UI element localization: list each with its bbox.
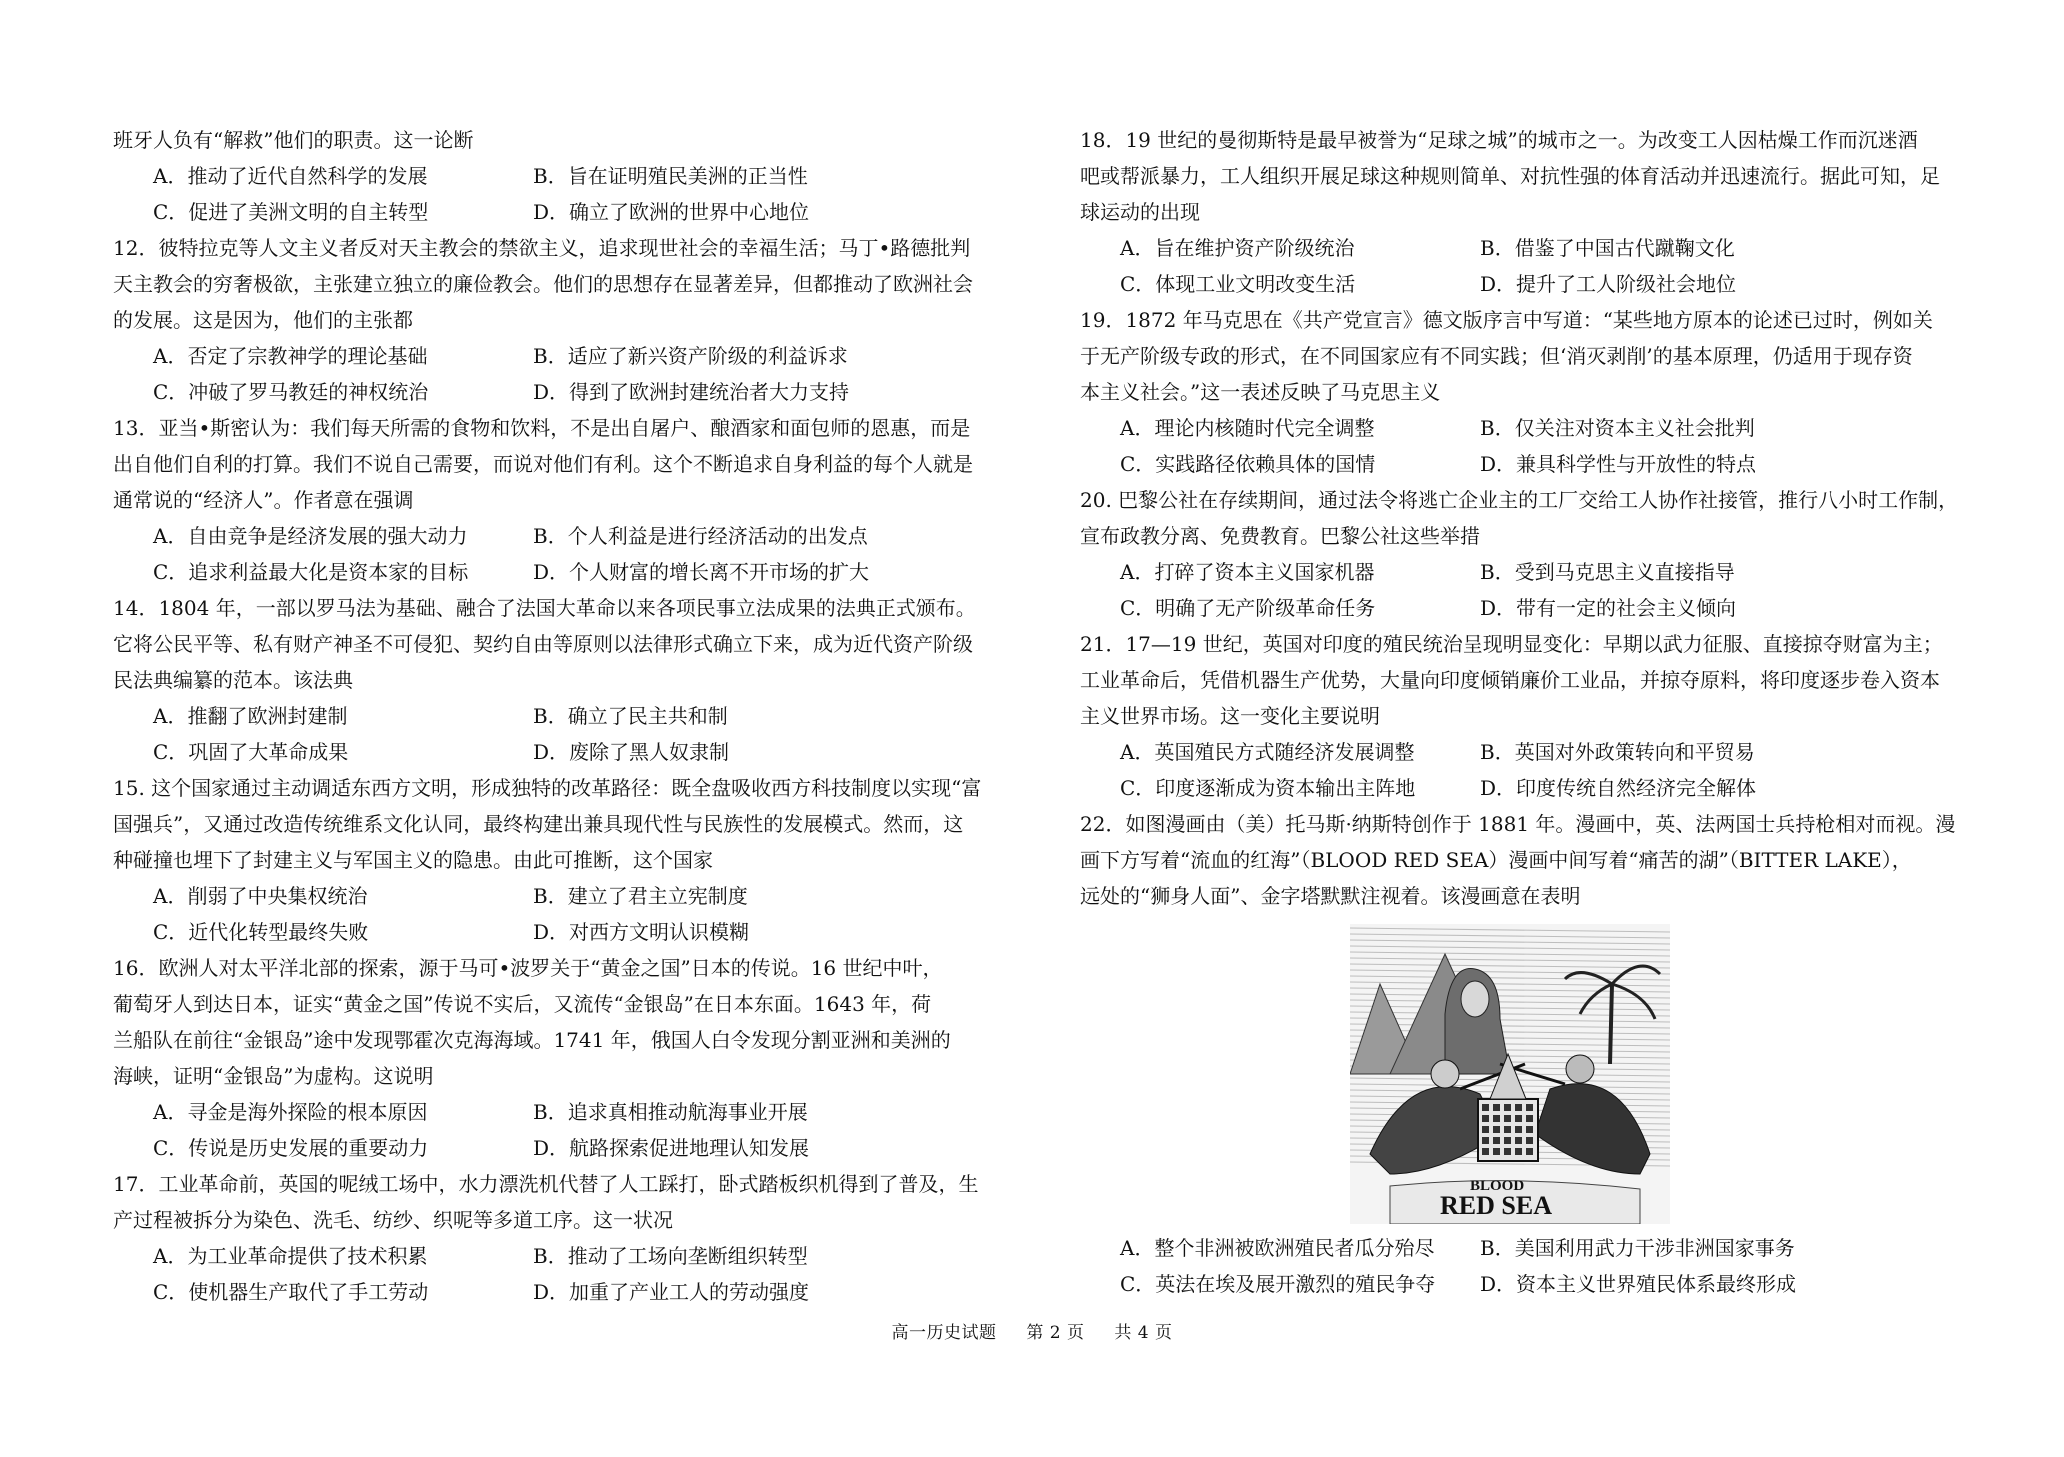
question — [113, 950, 1023, 1166]
question-stem-line: 远处的“狮身人面”、金字塔默默注视着。该漫画意在表明 — [1080, 884, 1581, 908]
answer-option: D．兼具科学性与开放性的特点 — [1480, 452, 1757, 476]
answer-option: B．仅关注对资本主义社会批判 — [1480, 416, 1755, 440]
answer-option: B．英国对外政策转向和平贸易 — [1480, 740, 1755, 764]
answer-option: B．追求真相推动航海事业开展 — [533, 1100, 808, 1124]
question — [113, 1166, 1023, 1310]
answer-option: A．为工业革命提供了技术积累 — [153, 1244, 428, 1268]
option-row — [113, 554, 1023, 590]
total-pages: 共 4 页 — [1114, 1323, 1173, 1343]
question-stem-line: 17．工业革命前，英国的呢绒工场中，水力漂洗机代替了人工踩打，卧式踏板织机得到了普及，生 — [113, 1172, 979, 1196]
question-stem-line: 产过程被拆分为染色、洗毛、纺纱、织呢等多道工序。这一状况 — [113, 1208, 673, 1232]
answer-option: A．否定了宗教神学的理论基础 — [153, 344, 428, 368]
answer-option: D．对西方文明认识模糊 — [533, 920, 750, 944]
option-row — [113, 194, 1023, 230]
option-row — [113, 878, 1023, 914]
option-row — [1080, 230, 1960, 266]
question-stem-line: 的发展。这是因为，他们的主张都 — [113, 308, 413, 332]
question — [113, 770, 1023, 950]
answer-option: D．资本主义世界殖民体系最终形成 — [1480, 1272, 1797, 1296]
question-stem-line: 画下方写着“流血的红海”（BLOOD RED SEA）漫画中间写着“痛苦的湖”（BITTER LAKE）， — [1080, 848, 1912, 872]
question-stem-line: 22．如图漫画由（美）托马斯·纳斯特创作于 1881 年。漫画中，英、法两国士兵持枪相对而视。漫 — [1080, 812, 1956, 836]
question-stem-line: 球运动的出现 — [1080, 200, 1200, 224]
right-column — [1080, 122, 1960, 1302]
option-row — [113, 698, 1023, 734]
option-row — [1080, 590, 1960, 626]
answer-option: A．推翻了欧洲封建制 — [153, 704, 348, 728]
question-stem-line: 21．17—19 世纪，英国对印度的殖民统治呈现明显变化：早期以武力征服、直接掠夺财富为主； — [1080, 632, 1943, 656]
answer-option: A．自由竞争是经济发展的强大动力 — [153, 524, 468, 548]
option-row — [1080, 410, 1960, 446]
question-stem-line: 15. 这个国家通过主动调适东西方文明，形成独特的改革路径：既全盘吸收西方科技制度以实现“富 — [113, 776, 982, 800]
answer-option: D．废除了黑人奴隶制 — [533, 740, 730, 764]
answer-option: C．明确了无产阶级革命任务 — [1120, 596, 1376, 620]
option-row — [1080, 734, 1960, 770]
question — [1080, 122, 1960, 302]
option-row — [113, 158, 1023, 194]
answer-option: D．得到了欧洲封建统治者大力支持 — [533, 380, 850, 404]
answer-option: B．旨在证明殖民美洲的正当性 — [533, 164, 808, 188]
answer-option: A．整个非洲被欧洲殖民者瓜分殆尽 — [1120, 1236, 1435, 1260]
question — [113, 230, 1023, 410]
option-row — [113, 1094, 1023, 1130]
answer-option: C．使机器生产取代了手工劳动 — [153, 1280, 429, 1304]
answer-option: B．个人利益是进行经济活动的出发点 — [533, 524, 868, 548]
question — [1080, 302, 1960, 482]
option-row — [113, 518, 1023, 554]
option-row — [113, 1238, 1023, 1274]
question-stem-line: 20. 巴黎公社在存续期间，通过法令将逃亡企业主的工厂交给工人协作社接管，推行八小时工作制， — [1080, 488, 1959, 512]
answer-option: D．个人财富的增长离不开市场的扩大 — [533, 560, 870, 584]
answer-option: D．确立了欧洲的世界中心地位 — [533, 200, 810, 224]
question-stem-line: 出自他们自利的打算。我们不说自己需要，而说对他们有利。这个不断追求自身利益的每个人就是 — [113, 452, 973, 476]
question-stem-line: 吧或帮派暴力，工人组织开展足球这种规则简单、对抗性强的体育活动并迅速流行。据此可知，足 — [1080, 164, 1940, 188]
exam-title: 高一历史试题 — [891, 1323, 997, 1343]
question-stem-line: 种碰撞也埋下了封建主义与军国主义的隐患。由此可推断，这个国家 — [113, 848, 713, 872]
question-stem-line: 民法典编纂的范本。该法典 — [113, 668, 353, 692]
question-stem-line: 18．19 世纪的曼彻斯特是最早被誉为“足球之城”的城市之一。为改变工人因枯燥工作而沉迷酒 — [1080, 128, 1918, 152]
answer-option: B．确立了民主共和制 — [533, 704, 728, 728]
answer-option: C．近代化转型最终失败 — [153, 920, 369, 944]
answer-option: C．印度逐渐成为资本输出主阵地 — [1120, 776, 1416, 800]
answer-option: B．适应了新兴资产阶级的利益诉求 — [533, 344, 848, 368]
question-stem-line: 兰船队在前往“金银岛”途中发现鄂霍次克海海域。1741 年，俄国人白令发现分割亚洲和美洲的 — [113, 1028, 951, 1052]
answer-option: C．英法在埃及展开激烈的殖民争夺 — [1120, 1272, 1436, 1296]
question-stem-line: 13．亚当•斯密认为：我们每天所需的食物和饮料，不是出自屠户、酿酒家和面包师的恩惠，而是 — [113, 416, 971, 440]
cartoon-image — [1350, 924, 1670, 1224]
option-row — [113, 338, 1023, 374]
left-column — [113, 122, 1023, 1310]
option-row — [113, 914, 1023, 950]
option-row — [1080, 770, 1960, 806]
answer-option: B．受到马克思主义直接指导 — [1480, 560, 1735, 584]
answer-option: A．理论内核随时代完全调整 — [1120, 416, 1375, 440]
answer-option: C．冲破了罗马教廷的神权统治 — [153, 380, 429, 404]
question-stem-line: 本主义社会。”这一表述反映了马克思主义 — [1080, 380, 1441, 404]
question-stem-line: 12．彼特拉克等人文主义者反对天主教会的禁欲主义，追求现世社会的幸福生活；马丁•路德批判 — [113, 236, 971, 260]
question-stem-line: 于无产阶级专政的形式，在不同国家应有不同实践；但‘消灭剥削’的基本原理，仍适用于现存资 — [1080, 344, 1913, 368]
answer-option: B．建立了君主立宪制度 — [533, 884, 748, 908]
question-stem-line: 工业革命后，凭借机器生产优势，大量向印度倾销廉价工业品，并掠夺原料，将印度逐步卷入资本 — [1080, 668, 1940, 692]
answer-option: A．寻金是海外探险的根本原因 — [153, 1100, 428, 1124]
answer-option: B．推动了工场向垄断组织转型 — [533, 1244, 808, 1268]
question — [113, 410, 1023, 590]
question-stem-line: 主义世界市场。这一变化主要说明 — [1080, 704, 1380, 728]
answer-option: D．印度传统自然经济完全解体 — [1480, 776, 1757, 800]
option-row — [1080, 446, 1960, 482]
option-row — [1080, 1230, 1960, 1266]
option-row — [113, 1274, 1023, 1310]
option-row — [1080, 266, 1960, 302]
answer-option: A．旨在维护资产阶级统治 — [1120, 236, 1355, 260]
option-row — [1080, 554, 1960, 590]
answer-option: C．传说是历史发展的重要动力 — [153, 1136, 429, 1160]
question-stem-line: 宣布政教分离、免费教育。巴黎公社这些举措 — [1080, 524, 1480, 548]
answer-option: A．打碎了资本主义国家机器 — [1120, 560, 1375, 584]
question-stem-line: 通常说的“经济人”。作者意在强调 — [113, 488, 414, 512]
answer-option: B．美国利用武力干涉非洲国家事务 — [1480, 1236, 1795, 1260]
question-stem-line: 国强兵”，又通过改造传统维系文化认同，最终构建出兼具现代性与民族性的发展模式。然而，这 — [113, 812, 964, 836]
question-stem-line: 19．1872 年马克思在《共产党宣言》德文版序言中写道：“某些地方原本的论述已过时，例如关 — [1080, 308, 1933, 332]
option-row — [1080, 1266, 1960, 1302]
question — [1080, 626, 1960, 806]
answer-option: D．航路探索促进地理认知发展 — [533, 1136, 810, 1160]
answer-option: C．追求利益最大化是资本家的目标 — [153, 560, 469, 584]
question-stem-line: 班牙人负有“解救”他们的职责。这一论断 — [113, 128, 474, 152]
answer-option: C．巩固了大革命成果 — [153, 740, 349, 764]
question-stem-line: 海峡，证明“金银岛”为虚构。这说明 — [113, 1064, 434, 1088]
answer-option: C．促进了美洲文明的自主转型 — [153, 200, 429, 224]
cartoon-caption-line2: RED SEA — [1440, 1191, 1552, 1220]
option-row — [113, 734, 1023, 770]
page-number: 第 2 页 — [1026, 1323, 1085, 1343]
question-stem-line: 16．欧洲人对太平洋北部的探索，源于马可•波罗关于“黄金之国”日本的传说。16 世纪中叶， — [113, 956, 943, 980]
answer-option: D．带有一定的社会主义倾向 — [1480, 596, 1737, 620]
answer-option: A．削弱了中央集权统治 — [153, 884, 368, 908]
answer-option: D．加重了产业工人的劳动强度 — [533, 1280, 810, 1304]
question — [113, 590, 1023, 770]
answer-option: A．英国殖民方式随经济发展调整 — [1120, 740, 1415, 764]
question — [1080, 806, 1960, 1302]
answer-option: D．提升了工人阶级社会地位 — [1480, 272, 1737, 296]
option-row — [113, 374, 1023, 410]
cartoon-caption-line1: BLOOD — [1470, 1178, 1525, 1194]
option-row — [113, 1130, 1023, 1166]
question-stem-line: 天主教会的穷奢极欲，主张建立独立的廉俭教会。他们的思想存在显著差异，但都推动了欧洲社会 — [113, 272, 973, 296]
question — [1080, 482, 1960, 626]
answer-option: C．实践路径依赖具体的国情 — [1120, 452, 1376, 476]
answer-option: A．推动了近代自然科学的发展 — [153, 164, 428, 188]
question-stem-line: 14．1804 年，一部以罗马法为基础、融合了法国大革命以来各项民事立法成果的法典正式颁布。 — [113, 596, 976, 620]
question-stem-line: 葡萄牙人到达日本，证实“黄金之国”传说不实后，又流传“金银岛”在日本东面。1643 年，荷 — [113, 992, 932, 1016]
answer-option: C．体现工业文明改变生活 — [1120, 272, 1356, 296]
page-footer — [0, 1318, 2064, 1343]
answer-option: B．借鉴了中国古代蹴鞠文化 — [1480, 236, 1735, 260]
question-stem-line: 它将公民平等、私有财产神圣不可侵犯、契约自由等原则以法律形式确立下来，成为近代资产阶级 — [113, 632, 973, 656]
